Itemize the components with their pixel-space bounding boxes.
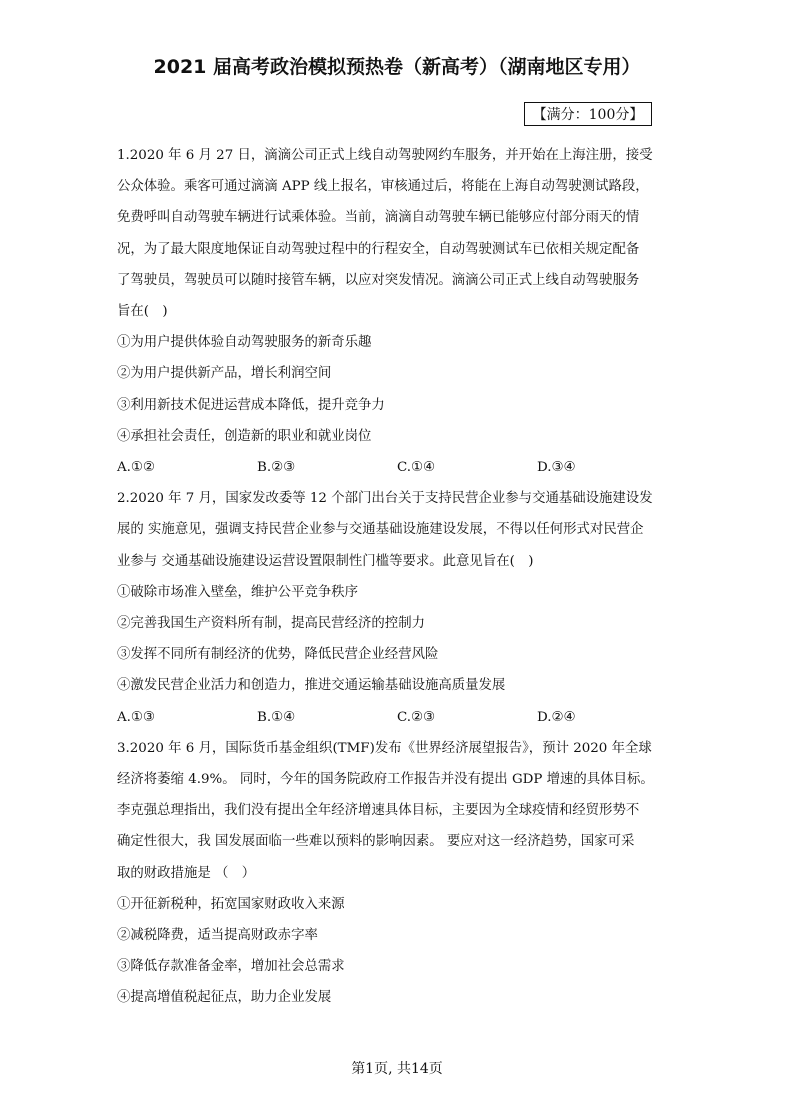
question-3 bbox=[117, 733, 677, 1014]
question-stem-line: 取的财政措施是 （ ） bbox=[117, 865, 256, 881]
statement-item: ②为用户提供新产品，增长利润空间 bbox=[117, 366, 332, 382]
question-stem-line: 公众体验。乘客可通过滴滴 APP 线上报名，审核通过后，将能在上海自动驾驶测试路段， bbox=[117, 179, 649, 195]
question-stem-line: 李克强总理指出，我们没有提出全年经济增速具体目标，主要因为全球疫情和经贸形势不 bbox=[117, 803, 640, 819]
statement-item: ③降低存款准备金率，增加社会总需求 bbox=[117, 959, 345, 975]
statement-item: ①开征新税种，拓宽国家财政收入来源 bbox=[117, 896, 345, 912]
statement-item: ④提高增值税起征点，助力企业发展 bbox=[117, 990, 332, 1006]
answer-options bbox=[117, 702, 677, 733]
question-stem-line: 3.2020 年 6 月，国际货币基金组织(TMF)发布《世界经济展望报告》，预计 2020 年全球 bbox=[117, 740, 652, 756]
statement-item: ②完善我国生产资料所有制，提高民营经济的控制力 bbox=[117, 616, 425, 632]
question-stem-line: 免费呼叫自动驾驶车辆进行试乘体验。当前，滴滴自动驾驶车辆已能够应付部分雨天的情 bbox=[117, 210, 640, 226]
answer-options bbox=[117, 452, 677, 483]
option-b: B.①④ bbox=[257, 709, 296, 725]
option-d: D.②④ bbox=[537, 709, 576, 725]
question-stem-line: 确定性很大，我 国发展面临一些难以预料的影响因素。 要应对这一经济趋势，国家可采 bbox=[117, 834, 635, 850]
statement-item: ①为用户提供体验自动驾驶服务的新奇乐趣 bbox=[117, 335, 372, 351]
option-c: C.①④ bbox=[397, 460, 436, 476]
score-box: 【满分：100分】 bbox=[524, 102, 652, 126]
question-stem-line: 旨在( ) bbox=[117, 304, 168, 320]
option-a: A.①③ bbox=[117, 709, 155, 725]
question-stem-line: 2.2020 年 7 月，国家发改委等 12 个部门出台关于支持民营企业参与交通基础设施建设发 bbox=[117, 491, 653, 507]
statement-item: ③利用新技术促进运营成本降低，提升竞争力 bbox=[117, 397, 385, 413]
page-title: 2021 届高考政治模拟预热卷（新高考）（湖南地区专用） bbox=[153, 56, 641, 78]
statement-item: ①破除市场准入壁垒，维护公平竞争秩序 bbox=[117, 584, 359, 600]
question-stem-line: 1.2020 年 6 月 27 日，滴滴公司正式上线自动驾驶网约车服务，并开始在上海注册，接受 bbox=[117, 148, 653, 163]
question-2 bbox=[117, 483, 677, 733]
question-stem-line: 况，为了最大限度地保证自动驾驶过程中的行程安全，自动驾驶测试车已依相关规定配备 bbox=[117, 241, 640, 257]
question-stem-line: 经济将萎缩 4.9%。 同时，今年的国务院政府工作报告并没有提出 GDP 增速的具体目标。 bbox=[117, 772, 654, 788]
question-stem-line: 业参与 交通基础设施建设运营设置限制性门槛等要求。此意见旨在( ) bbox=[117, 553, 534, 569]
statement-item: ③发挥不同所有制经济的优势，降低民营企业经营风险 bbox=[117, 647, 439, 663]
statement-item: ④激发民营企业活力和创造力，推进交通运输基础设施高质量发展 bbox=[117, 678, 506, 694]
page-footer: 第1页, 共14页 bbox=[351, 1061, 443, 1077]
question-stem-line: 展的 实施意见，强调支持民营企业参与交通基础设施建设发展，不得以任何形式对民营企 bbox=[117, 522, 644, 538]
questions bbox=[117, 140, 677, 1014]
statement-item: ④承担社会责任，创造新的职业和就业岗位 bbox=[117, 428, 372, 444]
option-d: D.③④ bbox=[537, 460, 576, 476]
question-1 bbox=[117, 140, 677, 483]
option-c: C.②③ bbox=[397, 709, 436, 725]
option-b: B.②③ bbox=[257, 460, 296, 476]
statement-item: ②减税降费，适当提高财政赤字率 bbox=[117, 928, 318, 944]
option-a: A.①② bbox=[117, 460, 155, 476]
question-stem-line: 了驾驶员，驾驶员可以随时接管车辆，以应对突发情况。滴滴公司正式上线自动驾驶服务 bbox=[117, 272, 640, 288]
